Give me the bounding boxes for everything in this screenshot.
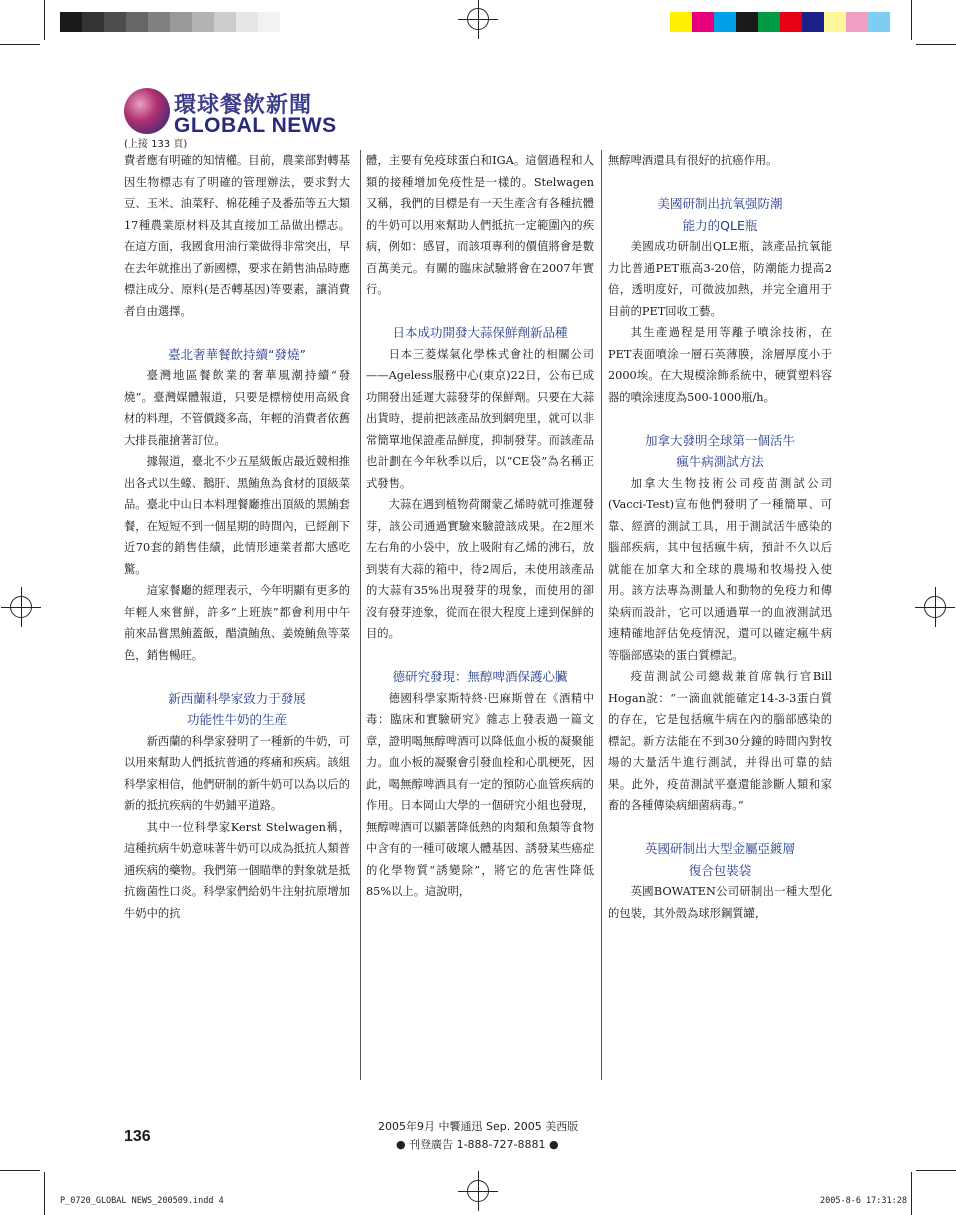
- date-slug: 2005-8-6 17:31:28: [820, 1196, 907, 1206]
- color-swatch: [824, 12, 846, 32]
- issue-line: 2005年9月 中饗通迅 Sep. 2005 美西版: [378, 1120, 579, 1133]
- article-paragraph: 大蒜在遇到植物荷爾蒙乙烯時就可推遲發芽，該公司通過實驗來驗證該成果。在2厘米左右角的小袋中，放上吸附有乙烯的沸石，放到裝有大蒜的箱中，待2周后，未使用該產品的大蒜有35%出現發芽的現象，而使用的卻沒有發芽迹象，從而在很大程度上達到保鮮的目的。: [366, 498, 594, 640]
- article-paragraph: 這家餐廳的經理表示，今年明顯有更多的年輕人來嘗鮮，許多“上班族”都會利用中午前來品嘗黑鮪蓋飯，醋漬鮪魚、姜燒鮪魚等菜色，銷售暢旺。: [124, 584, 350, 662]
- article-heading: 日本成功開發大蒜保鮮劑新品種: [392, 325, 568, 340]
- section-gap: [366, 645, 594, 667]
- process-color-bar: [670, 12, 890, 32]
- column-divider: [601, 150, 602, 1080]
- section-gap: [608, 172, 832, 194]
- article-paragraph: 臺灣地區餐飲業的奢華風潮持續“發燒”。臺灣媒體報道，只要是標榜使用高級食材的料理，不管價錢多高，年輕的消費者依舊大排長龍搶著訂位。: [124, 369, 350, 447]
- continued-from-note: (上接 133 頁): [124, 139, 188, 150]
- color-swatch: [258, 12, 280, 32]
- crop-mark: [911, 1172, 912, 1215]
- color-swatch: [736, 12, 758, 32]
- registration-mark-top: [467, 8, 489, 30]
- color-swatch: [192, 12, 214, 32]
- color-swatch: [60, 12, 82, 32]
- article-paragraph: 疫苗測試公司總裁兼首席執行官Bill Hogan說：“一滴血就能確定14-3-3蛋白質的存在，它是包括瘋牛病在內的腦部感染的標記。新方法能在不到30分鐘的時間內對牧場的大量活牛進行測試，并得出可靠的結果。此外，疫苗測試平臺還能診斷人類和家畜的各種傳染病細菌病毒。”: [608, 670, 832, 812]
- section-gap: [608, 408, 832, 430]
- article-paragraph: 其生產過程是用等離子噴涂技術，在PET表面噴涂一層石英薄膜，涂層厚度小于2000埃。在大規模涂飾系統中，硬質塑料容器的噴涂速度為500-1000瓶/h。: [608, 326, 832, 404]
- section-gap: [124, 666, 350, 688]
- registration-mark-right: [924, 596, 946, 618]
- article-paragraph: 美國成功研制出QLE瓶，該產品抗氧能力比普通PET瓶高3-20倍，防潮能力提高2倍，透明度好，可微波加熱，并完全適用于目前的PET回收工藝。: [608, 240, 832, 318]
- article-paragraph: 費者應有明確的知情權。目前，農業部對轉基因生物標志有了明確的管理辦法，要求對大豆、玉米、油菜籽、棉花種子及番茄等五大類17種農業原材料及其直接加工品做出標志。在這方面，我國食用油行業做得非常突出，早在去年就推出了新國標，要求在銷售油品時應標注成分、原料(是否轉基因)等要素，讓消費者自由選擇。: [124, 154, 350, 318]
- color-swatch: [82, 12, 104, 32]
- color-swatch: [692, 12, 714, 32]
- crop-mark: [44, 1172, 45, 1215]
- crop-mark: [916, 1170, 956, 1171]
- color-swatch: [758, 12, 780, 32]
- crop-mark: [0, 1170, 40, 1171]
- article-heading: 新西蘭科學家致力于發展: [168, 690, 306, 706]
- color-swatch: [670, 12, 692, 32]
- ad-line: ● 刊登廣告 1-888-727-8881 ●: [396, 1138, 559, 1151]
- article-paragraph: 英國BOWATEN公司研制出一種大型化的包裝，其外殼為球形鋼質罐，: [608, 885, 832, 920]
- logo-english-title: GLOBAL NEWS: [174, 114, 337, 137]
- article-paragraph: 據報道，臺北不少五星級飯店最近競相推出各式以生蠔、鵝肝、黑鮪魚為食材的頂級菜品。臺北中山日本料理餐廳推出頂級的黑鮪套餐，在短短不到一個星期的時間內，已經創下近70套的銷售佳績，此情形連業者都大感吃驚。: [124, 455, 350, 576]
- registration-mark-left: [10, 596, 32, 618]
- article-paragraph: 加拿大生物技術公司疫苗測試公司(Vacci-Test)宣布他們發明了一種簡單、可靠、經濟的測試工具，用于測試活牛感染的腦部疾病，其中包括瘋牛病，預計不久以后就能在加拿大和全球的農場和牧場投入使用。該方法專為測量人和動物的免疫力和傳染病而設計，它可以通過單一的血液測試迅速精確地評估免疫情況，還可以確定瘋牛病等腦部感染的蛋白質標記。: [608, 476, 832, 662]
- article-paragraph: 新西蘭的科學家發明了一種新的牛奶，可以用來幫助人們抵抗普通的疼痛和疾病。該組科學家相信，他們研制的新牛奶可以為以后的新的抵抗疾病的牛奶鋪平道路。: [124, 734, 350, 812]
- article-heading: 加拿大發明全球第一個活牛: [644, 432, 795, 448]
- article-heading: 功能性牛奶的生産: [186, 712, 287, 727]
- column-1: [124, 150, 350, 924]
- color-swatch: [214, 12, 236, 32]
- article-heading: 復合包裝袋: [688, 862, 752, 878]
- color-swatch: [802, 12, 824, 32]
- color-swatch: [714, 12, 736, 32]
- article-paragraph: 德國科學家斯特終·巴麻斯曾在《酒精中毒：臨床和實驗研究》雜志上發表過一篇文章，證明喝無醇啤酒可以降低血小板的凝聚能力。血小板的凝聚會引發血栓和心肌梗死，因此，喝無醇啤酒具有一定的預防心血管疾病的作用。日本岡山大學的一個研究小組也發現，無醇啤酒可以顯著降低熱的肉類和魚類等食物中含有的一種可破壞人體基因、誘發某些癌症的化學物質“誘變除”，將它的危害性降低85%以上。這說明，: [366, 691, 594, 898]
- color-swatch: [868, 12, 890, 32]
- column-2: [366, 150, 594, 903]
- article-heading: 美國研制出抗氧强防潮: [657, 196, 783, 211]
- color-swatch: [126, 12, 148, 32]
- section-gap: [366, 301, 594, 323]
- page-number: 136: [124, 1128, 151, 1145]
- color-swatch: [170, 12, 192, 32]
- article-heading: 德研究發現：無醇啤酒保護心臟: [392, 669, 568, 684]
- article-heading: 能力的QLE瓶: [682, 217, 758, 233]
- color-swatch: [236, 12, 258, 32]
- article-paragraph: 體，主要有免疫球蛋白和IGA。這個過程和人類的接種增加免疫性是一樣的。Stelwagen又稱，我們的目標是有一天生產含有各種抗體的牛奶可以用來幫助人們抵抗一定範圍內的疾病，例如：感冒，而該項專利的價值將會是數百萬美元。有關的臨床試驗將會在2007年實行。: [366, 154, 594, 296]
- color-swatch: [148, 12, 170, 32]
- crop-mark: [916, 44, 956, 45]
- file-slug: P_0720_GLOBAL NEWS_200509.indd 4: [60, 1196, 224, 1206]
- column-3: [608, 150, 832, 924]
- column-divider: [360, 150, 361, 1080]
- gray-color-bar: [60, 12, 280, 32]
- crop-mark: [44, 0, 45, 40]
- crop-mark: [0, 44, 40, 45]
- article-heading: 瘋牛病測試方法: [676, 454, 764, 469]
- article-paragraph: 無醇啤酒還具有很好的抗癌作用。: [608, 154, 778, 167]
- article-heading: 臺北奢華餐飲持續“發燒”: [168, 346, 306, 362]
- article-heading: 英國研制出大型金屬亞鍍層: [644, 841, 795, 856]
- color-swatch: [846, 12, 868, 32]
- logo-chinese-title: 環球餐飲新聞: [174, 93, 313, 118]
- registration-mark-bottom: [467, 1180, 489, 1202]
- article-paragraph: 其中一位科學家Kerst Stelwagen稱，這種抗病牛奶意味著牛奶可以成為抵抗人類普通疾病的藥物。我們第一個瞄準的對象就是抵抗齒菌性口炎。科學家們給奶牛注射抗原增加牛奶中的抗: [124, 820, 350, 920]
- section-gap: [608, 817, 832, 839]
- article-paragraph: 日本三菱煤氣化學株式會社的相關公司——Ageless服務中心(東京)22日，公布已成功開發出延遲大蒜發芽的保鮮劑。只要在大蒜出貨時，提前把該產品放到網兜里，就可以非常簡單地保證產品鮮度，抑制發芽。而該產品也計劃在今年秋季以后，以“CE袋”為名稱正式發售。: [366, 347, 594, 490]
- color-swatch: [780, 12, 802, 32]
- section-gap: [124, 322, 350, 344]
- crop-mark: [911, 0, 912, 40]
- globe-logo-icon: [124, 88, 170, 134]
- color-swatch: [104, 12, 126, 32]
